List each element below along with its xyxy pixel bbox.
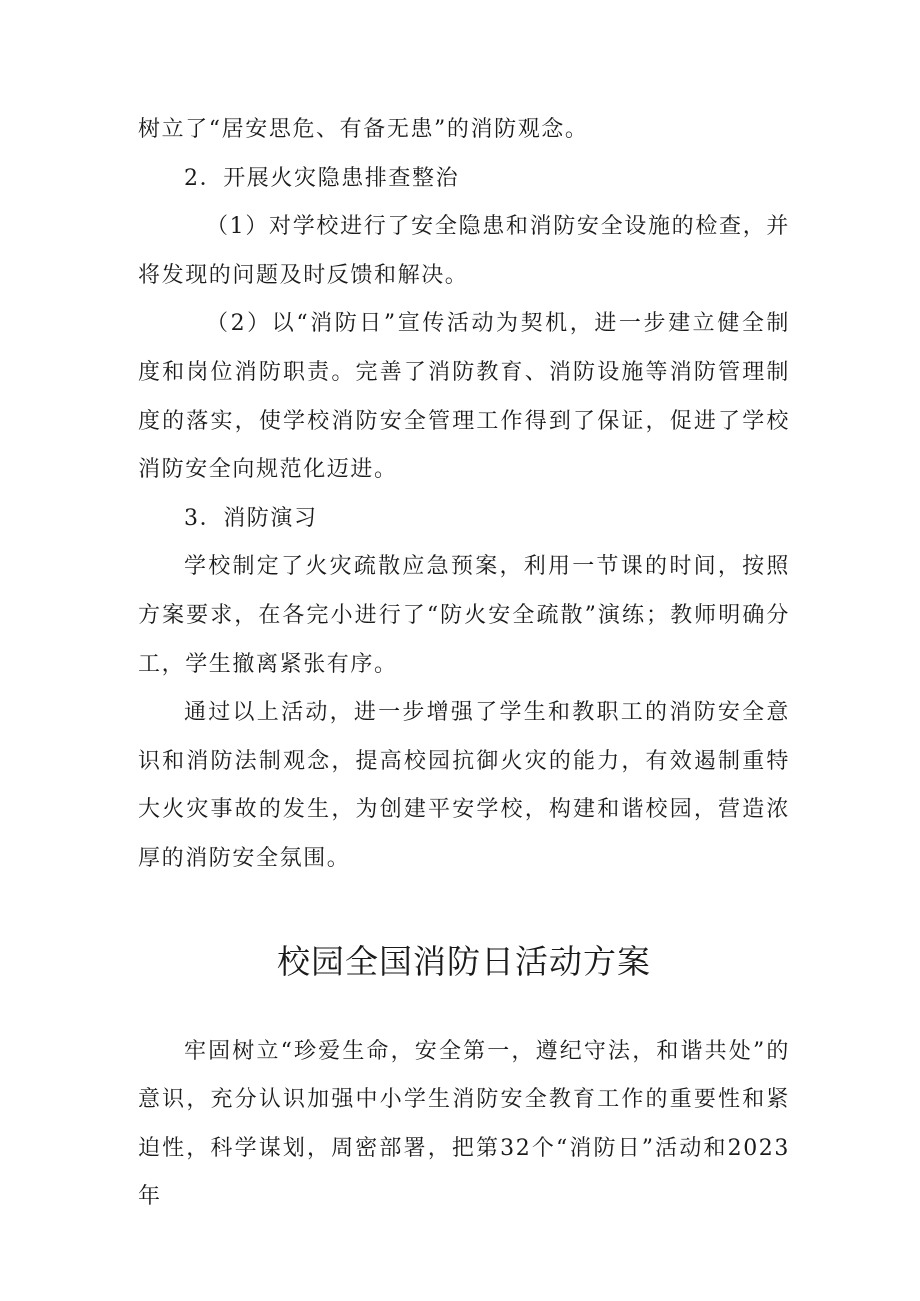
section-heading-3: 3．消防演习 [184, 505, 318, 531]
sub-paragraph-1: （1）对学校进行了安全隐患和消防安全设施的检查，并将发现的问题及时反馈和解决。 [138, 214, 790, 288]
paragraph-summary: 通过以上活动，进一步增强了学生和教职工的消防安全意识和消防法制观念，提高校园抗御火灾的能力，有效遏制重特大火灾事故的发生，为创建平安学校，构建和谐校园，营造浓厚的消防安全氛围。 [138, 700, 790, 871]
paragraph-intro: 牢固树立“珍爱生命，安全第一，遵纪守法，和谐共处”的意识，充分认识加强中小学生消防安全教育工作的重要性和紧迫性，科学谋划，周密部署，把第32个“消防日”活动和2023年 [138, 1038, 790, 1210]
paragraph-drill: 学校制定了火灾疏散应急预案，利用一节课的时间，按照方案要求，在各完小进行了“防火安全疏散”演练；教师明确分工，学生撤离紧张有序。 [138, 554, 790, 677]
section-heading-2: 2．开展火灾隐患排查整治 [184, 165, 460, 191]
document-title: 校园全国消防日活动方案 [277, 941, 651, 981]
document-body [138, 106, 790, 1222]
paragraph-continuation: 树立了“居安思危、有备无患”的消防观念。 [138, 117, 589, 142]
sub-paragraph-2: （2）以“消防日”宣传活动为契机，进一步建立健全制度和岗位消防职责。完善了消防教育、消防设施等消防管理制度的落实，使学校消防安全管理工作得到了保证，促进了学校消防安全向规范化迈进。 [138, 311, 790, 483]
